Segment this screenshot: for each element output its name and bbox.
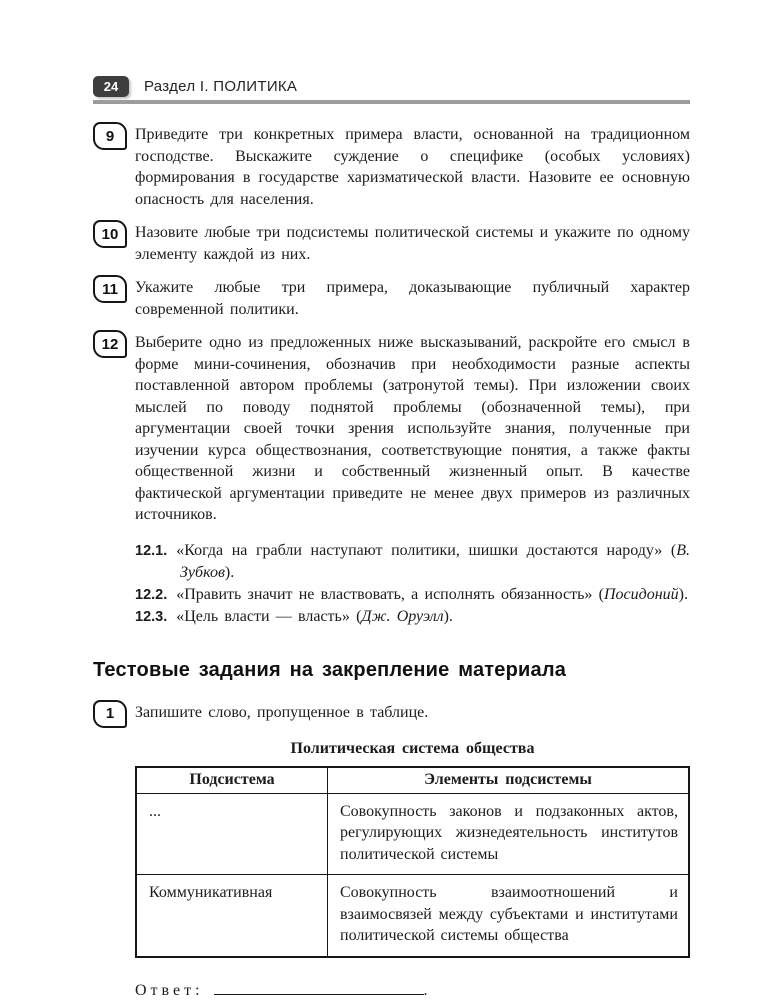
- task-item-10: [93, 222, 690, 265]
- essay-option-author: В. Зубков: [180, 541, 690, 581]
- column-header-subsystem: Подсистема: [136, 767, 328, 794]
- essay-option-paren-open: (: [349, 608, 362, 625]
- subsystems-table: [135, 766, 690, 958]
- essay-option-paren-close: ).: [443, 608, 453, 625]
- test-section-heading: Тестовые задания на закрепление материала: [93, 658, 567, 681]
- essay-option-quote: «Править значит не властвовать, а исполнять обязанность»: [176, 585, 593, 603]
- task-number-badge: 11: [93, 275, 127, 303]
- answer-period: .: [423, 981, 428, 999]
- task-item-12: [93, 332, 690, 526]
- essay-options-list: [135, 540, 690, 629]
- answer-label: Ответ:: [135, 981, 204, 999]
- essay-option-label: 12.1.: [135, 542, 168, 559]
- essay-option-12-1: [135, 540, 690, 584]
- task-text: Назовите любые три подсистемы политической системы и укажите по одному элементу каждой из них.: [135, 224, 690, 263]
- task-text: Приведите три конкретных примера власти, основанной на традиционном господстве. Выскажите суждение о специфике (особых условиях) формирования в государстве харизматической власти. Назовите ее основную опасность для населения.: [135, 126, 690, 208]
- header-rule: [93, 100, 690, 104]
- essay-option-paren-close: ).: [678, 585, 688, 603]
- table-title: Политическая система общества: [290, 739, 535, 757]
- answer-line: [135, 978, 690, 1000]
- page-number-badge: 24: [93, 76, 129, 97]
- table-row: [136, 793, 689, 875]
- task-number-badge: 12: [93, 330, 127, 358]
- cell-elements: Совокупность взаимоотношений и взаимосвязей между субъектами и институтами политической системы общества: [328, 875, 690, 957]
- task-text: Укажите любые три примера, доказывающие публичный характер современной политики.: [135, 279, 690, 318]
- cell-subsystem: ...: [136, 793, 328, 875]
- table-header-row: [136, 767, 689, 794]
- task-number-badge: 10: [93, 220, 127, 248]
- essay-option-12-3: [135, 606, 690, 629]
- task-text: Выберите одно из предложенных ниже высказываний, раскройте его смысл в форме мини-сочинения, обозначив при необходимости разные аспекты поставленной автором проблемы (затронутой темы). При изложении своих мыслей по поводу поднятой проблемы (обозначенной темы), при аргументации своей точки зрения используйте знания, полученные при изучении курса обществознания, соответствующие понятия, а также факты общественной жизни и собственный жизненный опыт. В качестве фактической аргументации приведите не менее двух примеров из различных источников.: [135, 334, 690, 523]
- essay-option-paren-open: (: [662, 541, 677, 559]
- task-item-9: [93, 124, 690, 210]
- answer-blank: [214, 978, 424, 995]
- cell-subsystem: Коммуникативная: [136, 875, 328, 957]
- section-title: Раздел I. ПОЛИТИКА: [144, 78, 298, 95]
- table-row: [136, 875, 689, 957]
- cell-elements: Совокупность законов и подзаконных актов, регулирующих жизнедеятельность институтов политической системы: [328, 793, 690, 875]
- task-number-badge: 9: [93, 122, 127, 150]
- essay-option-quote: «Когда на грабли наступают политики, шишки достаются народу»: [176, 541, 663, 559]
- page-header: [93, 76, 690, 97]
- essay-option-12-2: [135, 584, 690, 607]
- task-list: [93, 124, 690, 526]
- task-text: Запишите слово, пропущенное в таблице.: [135, 703, 429, 721]
- essay-option-paren-close: ).: [224, 564, 235, 581]
- task-item-1: [93, 702, 690, 728]
- essay-option-quote: «Цель власти — власть»: [176, 608, 350, 625]
- task-number-badge: 1: [93, 700, 127, 728]
- essay-option-author: Посидоний: [603, 585, 679, 603]
- column-header-elements: Элементы подсистемы: [328, 767, 690, 794]
- essay-option-paren-open: (: [592, 585, 604, 603]
- essay-option-label: 12.2.: [135, 586, 168, 603]
- essay-option-author: Дж. Оруэлл: [361, 608, 444, 625]
- table-section: [135, 740, 690, 958]
- task-item-11: [93, 277, 690, 320]
- essay-option-label: 12.3.: [135, 609, 168, 625]
